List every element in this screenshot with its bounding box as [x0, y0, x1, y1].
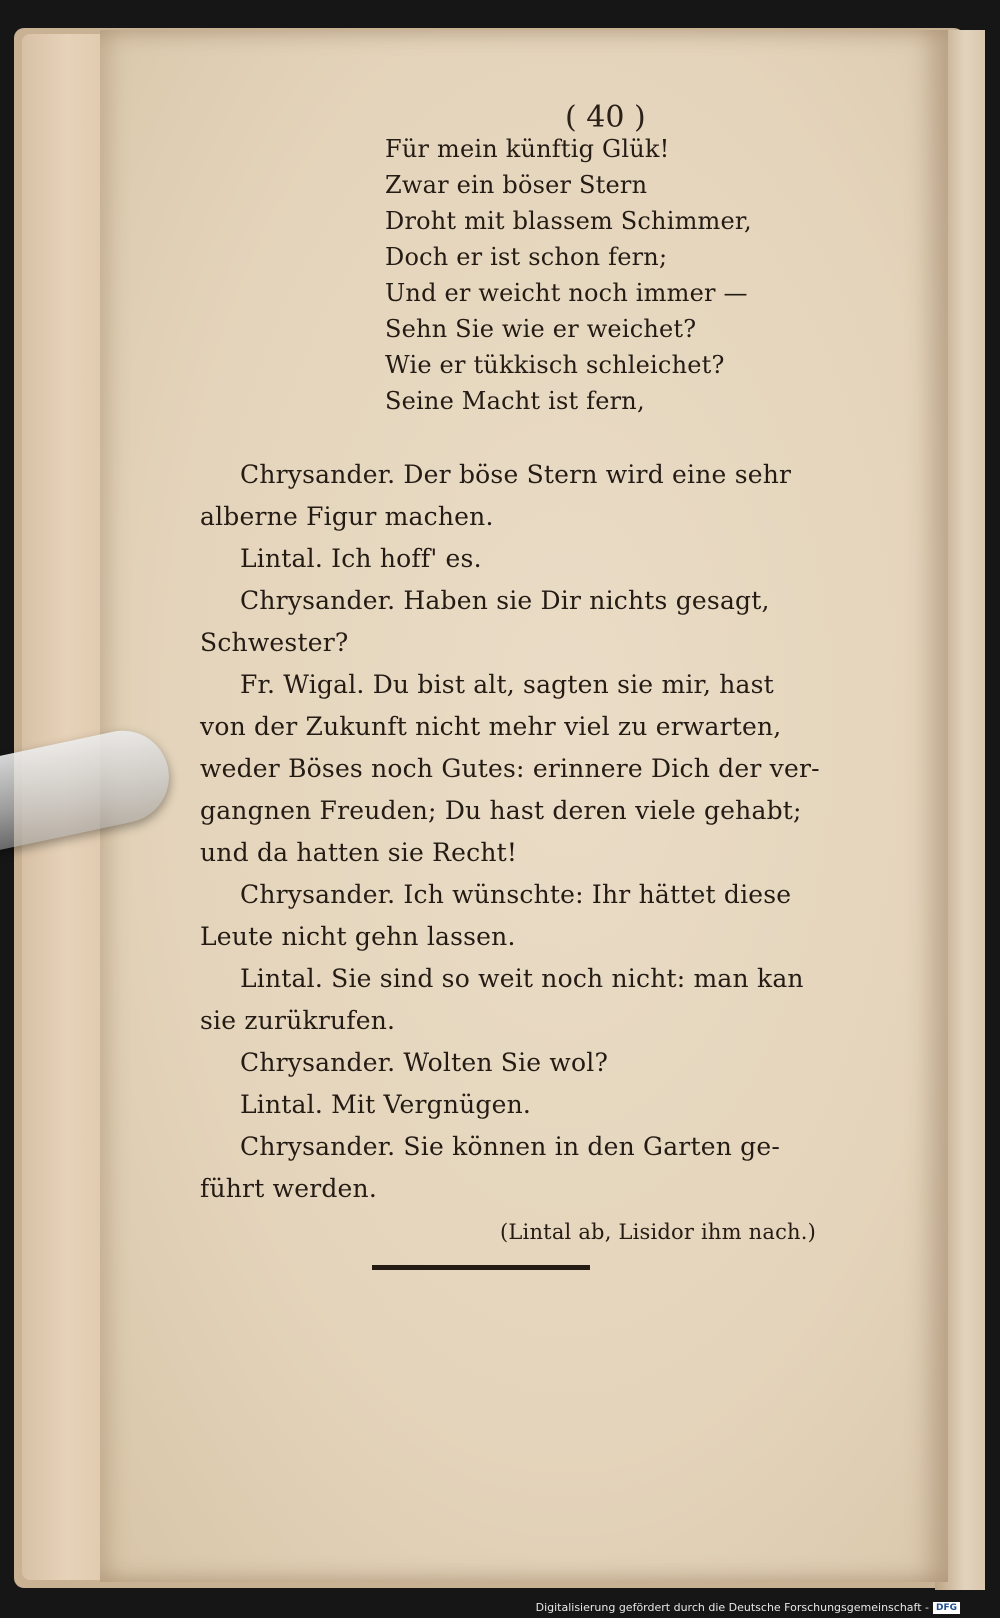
- dialogue-line: Schwester?: [200, 628, 349, 657]
- dialogue-line: Lintal. Sie sind so weit noch nicht: man kan: [240, 964, 804, 993]
- dialogue-line: führt werden.: [200, 1174, 377, 1203]
- dialogue-line: Fr. Wigal. Du bist alt, sagten sie mir, hast: [240, 670, 774, 699]
- book-page: [100, 30, 948, 1582]
- dialogue-line: Leute nicht gehn lassen.: [200, 922, 516, 951]
- dialogue-line: von der Zukunft nicht mehr viel zu erwarten,: [200, 712, 782, 741]
- verse-line: Und er weicht noch immer —: [385, 279, 748, 307]
- verse-line: Für mein künftig Glük!: [385, 135, 670, 163]
- section-rule: [372, 1265, 590, 1270]
- verse-line: Droht mit blassem Schimmer,: [385, 207, 752, 235]
- dialogue-line: Lintal. Ich hoff' es.: [240, 544, 482, 573]
- dialogue-line: Chrysander. Haben sie Dir nichts gesagt,: [240, 586, 770, 615]
- dialogue-line: weder Böses noch Gutes: erinnere Dich der ver-: [200, 754, 820, 783]
- dialogue-line: gangnen Freuden; Du hast deren viele gehabt;: [200, 796, 802, 825]
- dialogue-line: Lintal. Mit Vergnügen.: [240, 1090, 532, 1119]
- page-number: ( 40 ): [565, 100, 646, 135]
- dialogue-line: Chrysander. Sie können in den Garten ge-: [240, 1132, 780, 1161]
- stage-direction: (Lintal ab, Lisidor ihm nach.): [500, 1220, 817, 1244]
- verse-line: Wie er tükkisch schleichet?: [385, 351, 725, 379]
- footer-credit-text: Digitalisierung gefördert durch die Deutsche Forschungsgemeinschaft -: [535, 1601, 929, 1614]
- verse-line: Doch er ist schon fern;: [385, 243, 668, 271]
- verse-line: Sehn Sie wie er weichet?: [385, 315, 697, 343]
- verse-line: Zwar ein böser Stern: [385, 171, 648, 199]
- verse-line: Seine Macht ist fern,: [385, 387, 645, 415]
- dialogue-line: Chrysander. Der böse Stern wird eine sehr: [240, 460, 792, 489]
- dialogue-line: Chrysander. Wolten Sie wol?: [240, 1048, 609, 1077]
- dialogue-line: alberne Figur machen.: [200, 502, 494, 531]
- dfg-logo: DFG: [933, 1602, 960, 1614]
- dialogue-line: und da hatten sie Recht!: [200, 838, 518, 867]
- dialogue-line: sie zurükrufen.: [200, 1006, 396, 1035]
- footer-credit: [536, 1601, 960, 1614]
- dialogue-line: Chrysander. Ich wünschte: Ihr hättet diese: [240, 880, 792, 909]
